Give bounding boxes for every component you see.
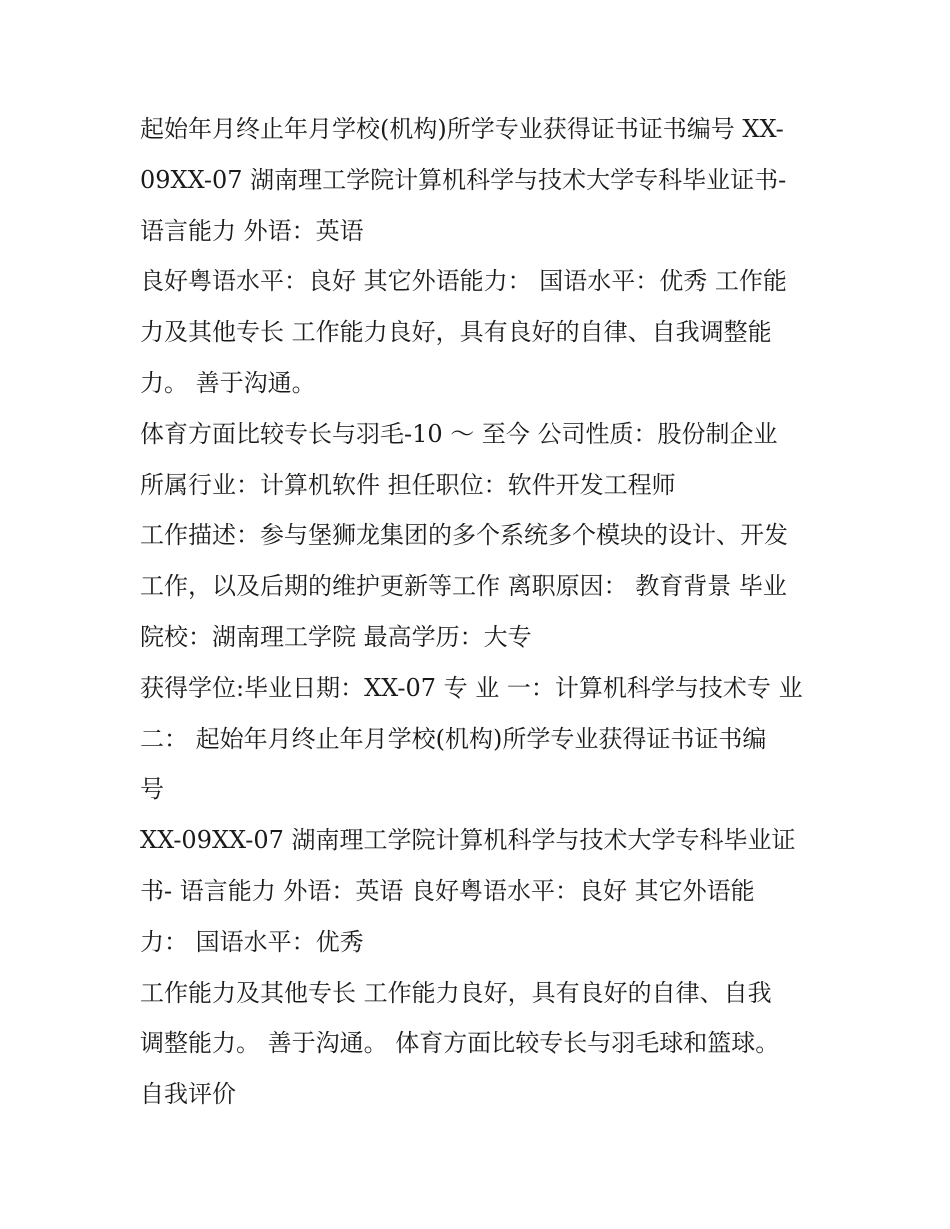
text-line: 二： 起始年月终止年月学校(机构)所学专业获得证书证书编 xyxy=(140,724,767,753)
text-line: 号 xyxy=(140,775,164,804)
text-line: 工作，以及后期的维护更新等工作 离职原因： 教育背景 毕业 xyxy=(140,572,787,601)
text-line: 调整能力。 善于沟通。 体育方面比较专长与羽毛球和篮球。 xyxy=(140,1029,780,1058)
document-body xyxy=(140,104,820,1120)
text-line: 良好粤语水平：良好 其它外语能力： 国语水平：优秀 工作能 xyxy=(140,267,787,296)
text-line: 起始年月终止年月学校(机构)所学专业获得证书证书编号 XX- xyxy=(140,115,784,143)
text-line: 工作描述：参与堡狮龙集团的多个系统多个模块的设计、开发 xyxy=(140,521,788,550)
text-line: 工作能力及其他专长 工作能力良好，具有良好的自律、自我 xyxy=(140,978,772,1007)
text-line: XX-09XX-07 湖南理工学院计算机科学与技术大学专科毕业证 xyxy=(140,826,796,855)
text-line: 力及其他专长 工作能力良好，具有良好的自律、自我调整能 xyxy=(140,318,772,347)
text-line: 语言能力 外语：英语 xyxy=(140,216,364,245)
text-line: 所属行业：计算机软件 担任职位：软件开发工程师 xyxy=(140,470,676,499)
text-line: 09XX-07 湖南理工学院计算机科学与技术大学专科毕业证书- xyxy=(140,165,787,194)
text-line: 力： 国语水平：优秀 xyxy=(140,927,364,956)
text-line: 院校：湖南理工学院 最高学历：大专 xyxy=(140,622,532,651)
text-line: 获得学位:毕业日期：XX-07 专 业 一：计算机科学与技术专 业 xyxy=(140,673,803,702)
text-line: 自我评价 xyxy=(140,1080,236,1109)
text-line: 力。 善于沟通。 xyxy=(140,368,316,397)
text-line: 体育方面比较专长与羽毛-10 ～ 至今 公司性质：股份制企业 xyxy=(140,419,778,448)
text-line: 书- 语言能力 外语：英语 良好粤语水平：良好 其它外语能 xyxy=(140,876,755,905)
